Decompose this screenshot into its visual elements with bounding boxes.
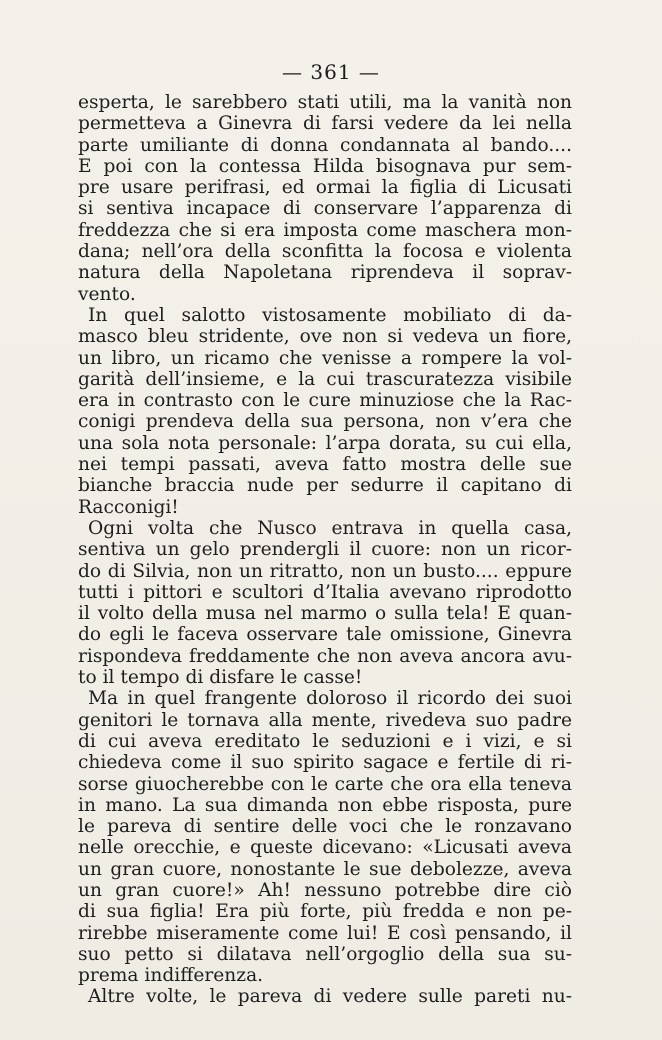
text-line: in mano. La sua dimanda non ebbe risposta, pure <box>78 794 572 816</box>
text-line: rispondeva freddamente che non aveva ancora avu- <box>78 645 572 667</box>
text-line: di sua figlia! Era più forte, più fredda e non pe- <box>78 901 572 923</box>
text-line: freddezza che si era imposta come maschera mon- <box>78 219 572 241</box>
text-line: Ma in quel frangente doloroso il ricordo dei suoi <box>88 688 572 710</box>
text-line: to il tempo di disfare le casse! <box>78 667 363 689</box>
text-line: natura della Napoletana riprendeva il soprav- <box>78 262 572 284</box>
text-line: sentiva un gelo prendergli il cuore: non un ricor- <box>78 539 572 561</box>
text-line: rirebbe miseramente come lui! E così pensando, il <box>78 922 572 944</box>
text-line: In quel salotto vistosamente mobiliato di da- <box>88 304 572 326</box>
text-line: dana; nell’ora della sconfitta la focosa e violenta <box>78 241 572 263</box>
text-line: di cui aveva ereditato le seduzioni e i vizi, e si <box>78 730 572 752</box>
text-line: una sola nota personale: l’arpa dorata, su cui ella, <box>78 432 572 454</box>
body-text <box>78 92 572 1008</box>
text-line: genitori le tornava alla mente, rivedeva suo padre <box>78 709 572 731</box>
text-line: esperta, le sarebbero stati utili, ma la vanità non <box>78 92 572 113</box>
text-line: si sentiva incapace di conservare l’apparenza di <box>78 198 572 220</box>
text-line: prema indifferenza. <box>78 965 264 987</box>
text-line: pre usare perifrasi, ed ormai la figlia di Licusati <box>78 177 572 199</box>
text-line: masco bleu stridente, ove non si vedeva un fiore, <box>78 326 572 348</box>
page-number: — 361 — <box>282 60 380 84</box>
text-line: chiedeva come il suo spirito sagace e fertile di ri- <box>78 752 572 774</box>
text-line: parte umiliante di donna condannata al bando.... <box>78 134 572 156</box>
text-line: garità dell’insieme, e la cui trascuratezza visibile <box>78 368 572 390</box>
text-line: E poi con la contessa Hilda bisognava pur sem- <box>78 155 572 177</box>
text-line: Ogni volta che Nusco entrava in quella casa, <box>88 517 572 539</box>
text-line: vento. <box>78 283 136 305</box>
text-line: era in contrasto con le cure minuziose che la Rac- <box>78 390 572 412</box>
text-line: sorse giuocherebbe con le carte che ora ella teneva <box>78 773 572 795</box>
text-line: il volto della musa nel marmo o sulla tela! E quan- <box>78 603 572 625</box>
text-line: un gran cuore, nonostante le sue debolezze, aveva <box>78 858 572 880</box>
text-line: le pareva di sentire delle voci che le ronzavano <box>78 816 572 838</box>
text-line: permetteva a Ginevra di farsi vedere da lei nella <box>78 113 572 135</box>
text-line: conigi prendeva della sua persona, non v’era che <box>78 411 572 433</box>
text-line: tutti i pittori e scultori d’Italia avevano riprodotto <box>78 581 572 603</box>
text-line: nelle orecchie, e queste dicevano: «Licusati aveva <box>78 837 572 859</box>
text-line: do egli le faceva osservare tale omissione, Ginevra <box>78 624 572 646</box>
text-line: nei tempi passati, aveva fatto mostra delle sue <box>78 454 572 476</box>
text-line: bianche braccia nude per sedurre il capitano di <box>78 475 572 497</box>
text-line: un gran cuore!» Ah! nessuno potrebbe dire ciò <box>78 879 572 901</box>
text-line: Altre volte, le pareva di vedere sulle pareti nu- <box>88 986 572 1008</box>
text-line: Racconigi! <box>78 496 179 518</box>
text-line: suo petto si dilatava nell’orgoglio della sua su- <box>78 943 572 965</box>
text-line: un libro, un ricamo che venisse a rompere la vol- <box>78 347 572 369</box>
text-line: do di Silvia, non un ritratto, non un busto.... eppure <box>78 560 572 582</box>
